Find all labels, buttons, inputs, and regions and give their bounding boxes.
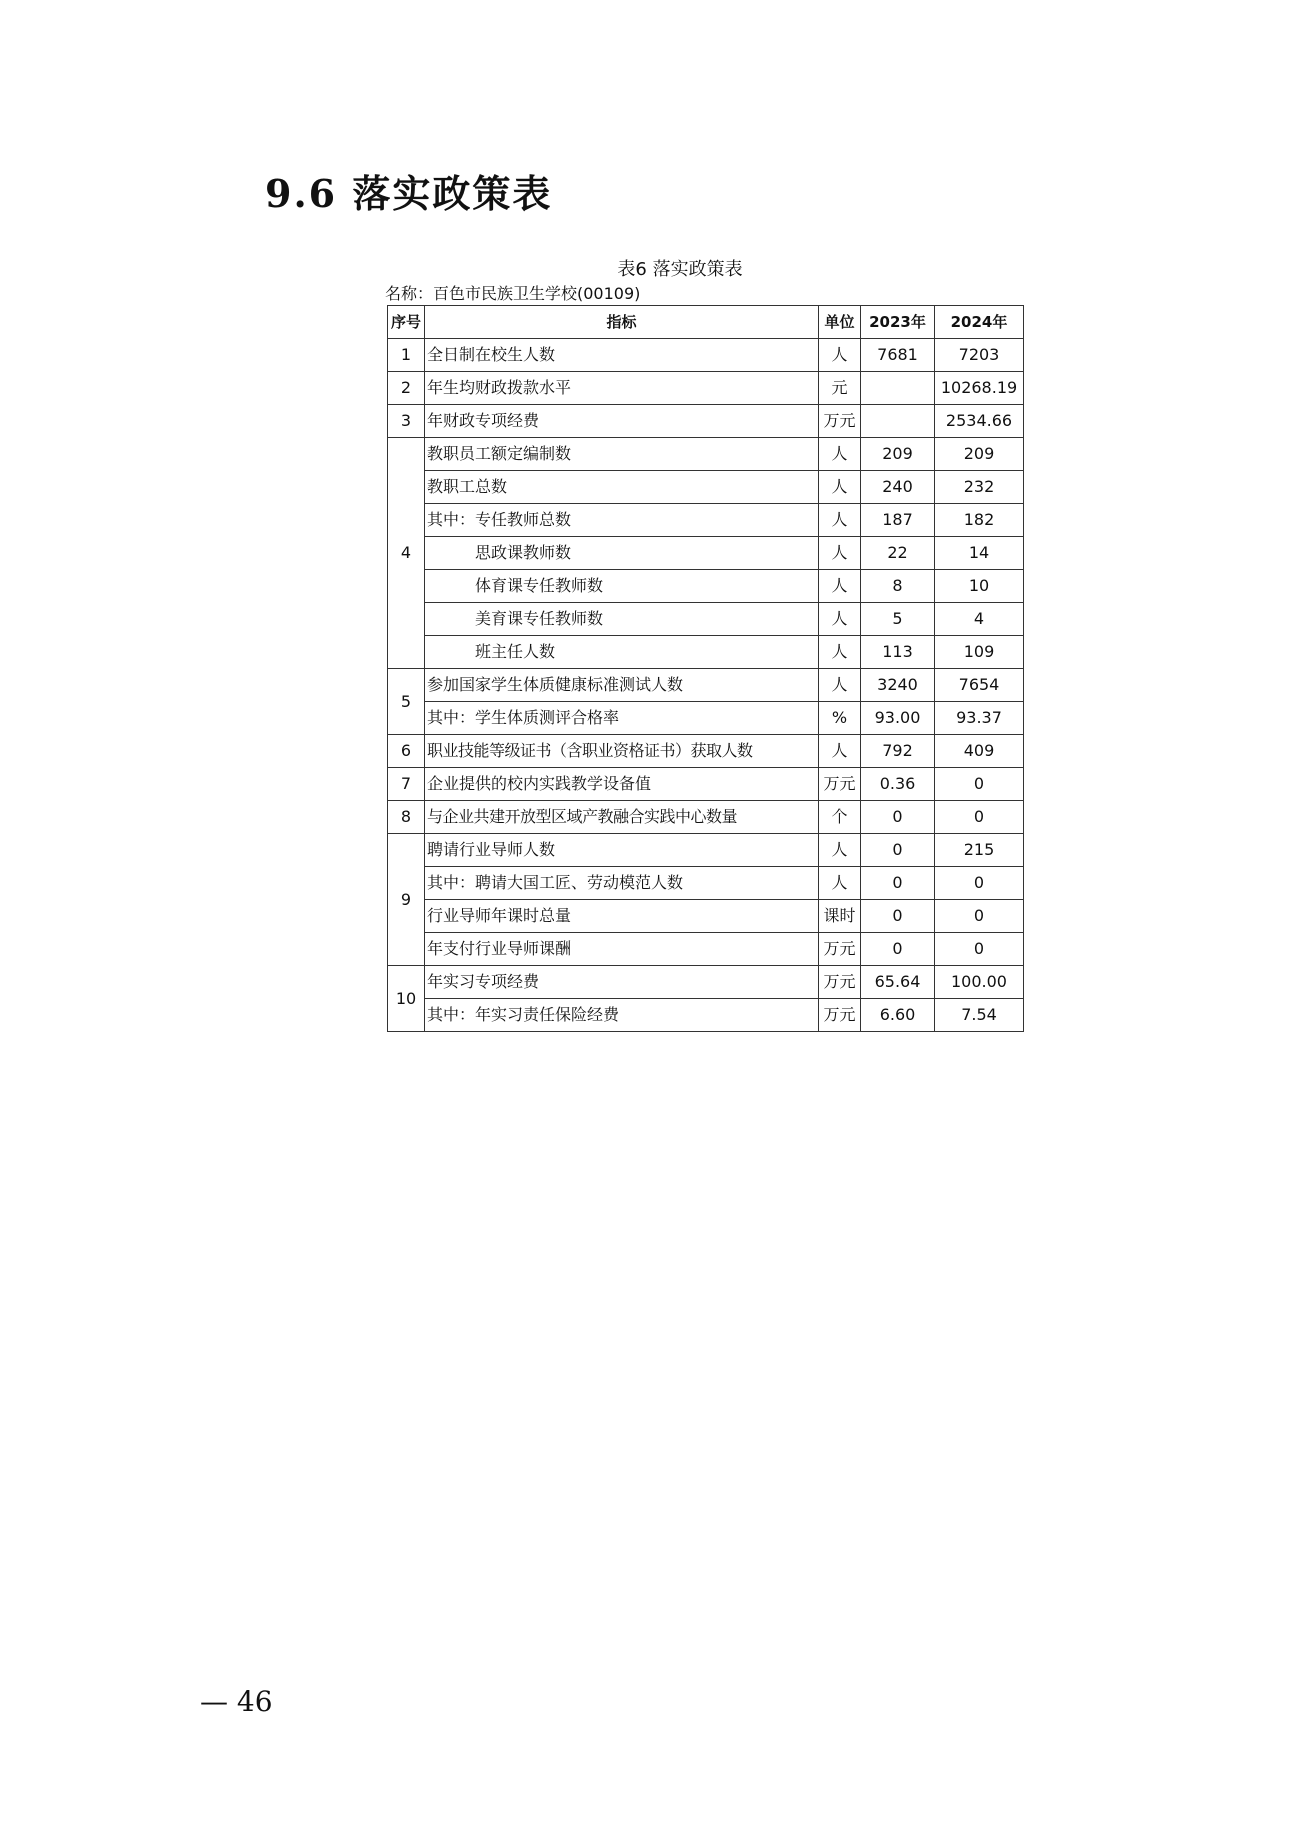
- cell-2023: 187: [861, 504, 935, 537]
- cell-2024: 100.00: [935, 966, 1024, 999]
- cell-2024: 0: [935, 933, 1024, 966]
- cell-2023: 0: [861, 834, 935, 867]
- cell-2023: [861, 405, 935, 438]
- table-row: [388, 702, 1024, 735]
- cell-2023: 93.00: [861, 702, 935, 735]
- table-row: [388, 735, 1024, 768]
- cell-2023: [861, 372, 935, 405]
- cell-2024: 7654: [935, 669, 1024, 702]
- cell-indicator: 年实习专项经费: [425, 966, 819, 999]
- table-row: [388, 372, 1024, 405]
- cell-indicator: 职业技能等级证书（含职业资格证书）获取人数: [425, 735, 819, 768]
- cell-2024: 209: [935, 438, 1024, 471]
- table-row: [388, 570, 1024, 603]
- cell-2024: 0: [935, 900, 1024, 933]
- cell-indicator: 年生均财政拨款水平: [425, 372, 819, 405]
- cell-unit: 课时: [819, 900, 861, 933]
- table-row: [388, 537, 1024, 570]
- table-row: [388, 867, 1024, 900]
- cell-indicator: 其中：学生体质测评合格率: [425, 702, 819, 735]
- cell-unit: 人: [819, 636, 861, 669]
- cell-2023: 0: [861, 900, 935, 933]
- school-name: 名称：百色市民族卫生学校(00109): [385, 284, 641, 303]
- cell-seq: 9: [388, 834, 425, 966]
- cell-unit: 人: [819, 339, 861, 372]
- cell-indicator: 其中：专任教师总数: [425, 504, 819, 537]
- cell-2024: 182: [935, 504, 1024, 537]
- cell-indicator: 聘请行业导师人数: [425, 834, 819, 867]
- cell-unit: 人: [819, 834, 861, 867]
- cell-2024: 7203: [935, 339, 1024, 372]
- cell-indicator: 其中：年实习责任保险经费: [425, 999, 819, 1032]
- cell-2023: 7681: [861, 339, 935, 372]
- table-row: [388, 438, 1024, 471]
- cell-2024: 4: [935, 603, 1024, 636]
- cell-2024: 0: [935, 768, 1024, 801]
- cell-2024: 7.54: [935, 999, 1024, 1032]
- cell-unit: 人: [819, 570, 861, 603]
- cell-2024: 2534.66: [935, 405, 1024, 438]
- table-row: [388, 933, 1024, 966]
- cell-seq: 4: [388, 438, 425, 669]
- table-row: [388, 768, 1024, 801]
- cell-seq: 1: [388, 339, 425, 372]
- cell-unit: %: [819, 702, 861, 735]
- table-header-row: [388, 306, 1024, 339]
- cell-seq: 2: [388, 372, 425, 405]
- policy-table: [387, 305, 1024, 1032]
- header-indicator: 指标: [425, 306, 819, 339]
- cell-2024: 409: [935, 735, 1024, 768]
- cell-indicator: 参加国家学生体质健康标准测试人数: [425, 669, 819, 702]
- table-row: [388, 471, 1024, 504]
- cell-seq: 6: [388, 735, 425, 768]
- cell-indicator: 行业导师年课时总量: [425, 900, 819, 933]
- cell-indicator: 班主任人数: [425, 636, 819, 669]
- table-row: [388, 900, 1024, 933]
- table-row: [388, 339, 1024, 372]
- cell-indicator: 美育课专任教师数: [425, 603, 819, 636]
- cell-2023: 65.64: [861, 966, 935, 999]
- cell-unit: 个: [819, 801, 861, 834]
- cell-indicator: 教职工总数: [425, 471, 819, 504]
- cell-2024: 10268.19: [935, 372, 1024, 405]
- cell-2023: 5: [861, 603, 935, 636]
- header-2024: 2024年: [935, 306, 1024, 339]
- cell-2024: 0: [935, 801, 1024, 834]
- table-row: [388, 504, 1024, 537]
- cell-unit: 万元: [819, 933, 861, 966]
- page-number: — 46: [200, 1685, 273, 1718]
- cell-2023: 0: [861, 801, 935, 834]
- table-row: [388, 834, 1024, 867]
- cell-2023: 3240: [861, 669, 935, 702]
- cell-2023: 0: [861, 867, 935, 900]
- table-row: [388, 966, 1024, 999]
- cell-unit: 人: [819, 867, 861, 900]
- cell-unit: 人: [819, 471, 861, 504]
- header-2023: 2023年: [861, 306, 935, 339]
- cell-unit: 万元: [819, 966, 861, 999]
- table-caption: 表6 落实政策表: [617, 259, 743, 280]
- cell-indicator: 其中：聘请大国工匠、劳动模范人数: [425, 867, 819, 900]
- cell-2023: 792: [861, 735, 935, 768]
- cell-2024: 109: [935, 636, 1024, 669]
- cell-2024: 232: [935, 471, 1024, 504]
- table-row: [388, 801, 1024, 834]
- cell-seq: 8: [388, 801, 425, 834]
- cell-2023: 6.60: [861, 999, 935, 1032]
- cell-seq: 3: [388, 405, 425, 438]
- cell-indicator: 全日制在校生人数: [425, 339, 819, 372]
- cell-indicator: 企业提供的校内实践教学设备值: [425, 768, 819, 801]
- cell-2023: 240: [861, 471, 935, 504]
- table-row: [388, 636, 1024, 669]
- table-row: [388, 405, 1024, 438]
- header-unit: 单位: [819, 306, 861, 339]
- cell-indicator: 年支付行业导师课酬: [425, 933, 819, 966]
- cell-2024: 0: [935, 867, 1024, 900]
- cell-unit: 人: [819, 504, 861, 537]
- cell-2024: 10: [935, 570, 1024, 603]
- cell-unit: 人: [819, 603, 861, 636]
- cell-seq: 10: [388, 966, 425, 1032]
- cell-seq: 5: [388, 669, 425, 735]
- cell-2024: 215: [935, 834, 1024, 867]
- cell-unit: 万元: [819, 768, 861, 801]
- cell-indicator: 体育课专任教师数: [425, 570, 819, 603]
- cell-seq: 7: [388, 768, 425, 801]
- cell-indicator: 教职员工额定编制数: [425, 438, 819, 471]
- cell-2023: 209: [861, 438, 935, 471]
- cell-indicator: 与企业共建开放型区域产教融合实践中心数量: [425, 801, 819, 834]
- table-row: [388, 603, 1024, 636]
- cell-2023: 113: [861, 636, 935, 669]
- table-row: [388, 669, 1024, 702]
- cell-2023: 0.36: [861, 768, 935, 801]
- cell-2023: 0: [861, 933, 935, 966]
- cell-unit: 万元: [819, 405, 861, 438]
- cell-2023: 22: [861, 537, 935, 570]
- cell-unit: 人: [819, 669, 861, 702]
- cell-2024: 93.37: [935, 702, 1024, 735]
- cell-indicator: 思政课教师数: [425, 537, 819, 570]
- cell-unit: 人: [819, 438, 861, 471]
- table-row: [388, 999, 1024, 1032]
- cell-indicator: 年财政专项经费: [425, 405, 819, 438]
- section-title: 9.6 落实政策表: [265, 171, 553, 216]
- cell-2023: 8: [861, 570, 935, 603]
- cell-unit: 人: [819, 537, 861, 570]
- cell-unit: 元: [819, 372, 861, 405]
- cell-unit: 万元: [819, 999, 861, 1032]
- header-seq: 序号: [388, 306, 425, 339]
- cell-2024: 14: [935, 537, 1024, 570]
- cell-unit: 人: [819, 735, 861, 768]
